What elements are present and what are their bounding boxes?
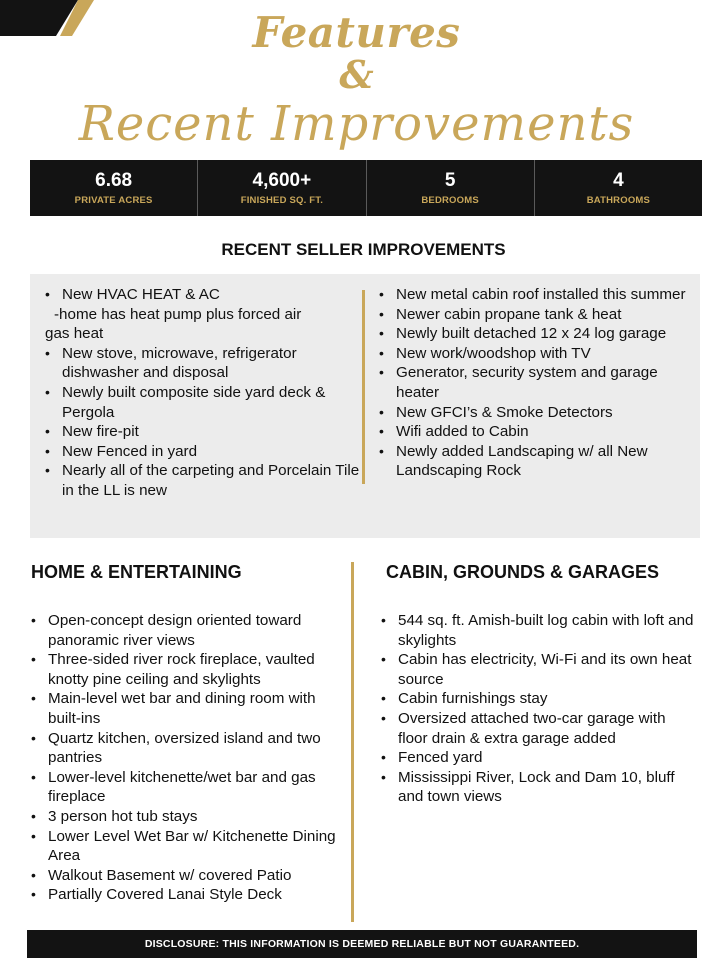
list-item: • Cabin has electricity, Wi-Fi and its own heat source [381,650,696,689]
list-item: • New work/woodshop with TV [379,344,689,364]
list-item [45,285,360,344]
list-item: • Newly built detached 12 x 24 log garage [379,324,689,344]
list-item: • Newer cabin propane tank & heat [379,305,689,325]
property-stats-bar [30,160,702,216]
stat-sqft [198,160,366,216]
list-item: • Oversized attached two-car garage with floor drain & extra garage added [381,709,696,748]
title-recent-improvements: Recent Improvements [78,96,635,152]
list-item: • Cabin furnishings stay [381,689,696,709]
stat-bedrooms [367,160,535,216]
stat-acres [30,160,198,216]
list-item: • Mississippi River, Lock and Dam 10, bluff and town views [381,768,696,807]
page-title [0,0,713,160]
list-item: • Partially Covered Lanai Style Deck [31,885,346,905]
list-item: • Wifi added to Cabin [379,422,689,442]
list-item: • New metal cabin roof installed this summer [379,285,689,305]
title-ampersand: & [339,52,374,97]
home-entertaining-heading: HOME & ENTERTAINING [31,562,242,582]
title-features: Features [252,8,461,57]
list-item: • Walkout Basement w/ covered Patio [31,866,346,886]
improvements-right-list [379,285,689,481]
list-item: • New stove, microwave, refrigerator dishwasher and disposal [45,344,360,383]
improvements-left-list [45,285,360,501]
stat-label: BATHROOMS [586,194,651,206]
list-item: • New Fenced in yard [45,442,360,462]
hvac-item-title: New HVAC HEAT & AC [62,286,220,303]
list-item: • Open-concept design oriented toward panoramic river views [31,611,346,650]
stat-value: 4,600+ [252,169,312,191]
home-entertaining-list [31,611,346,905]
list-item: • Nearly all of the carpeting and Porcelain Tile in the LL is new [45,461,360,500]
list-item: • Three-sided river rock fireplace, vaulted knotty pine ceiling and skylights [31,650,346,689]
hvac-detail-line1: -home has heat pump plus forced air [54,305,302,323]
list-item: • 3 person hot tub stays [31,807,346,827]
cabin-grounds-heading: CABIN, GROUNDS & GARAGES [386,562,660,582]
stat-label: BEDROOMS [421,194,479,206]
list-item: • Lower-level kitchenette/wet bar and gas fireplace [31,768,346,807]
list-item: • New GFCI’s & Smoke Detectors [379,403,689,423]
cabin-grounds-list [381,611,696,807]
list-item: • Newly built composite side yard deck & Pergola [45,383,360,422]
stat-bathrooms [535,160,702,216]
stat-label: FINISHED SQ. FT. [240,194,324,206]
list-item: • Newly added Landscaping w/ all New Landscaping Rock [379,442,689,481]
list-item: • Generator, security system and garage heater [379,363,689,402]
list-item: • New fire-pit [45,422,360,442]
stat-value: 6.68 [95,169,133,191]
list-item: • Quartz kitchen, oversized island and two pantries [31,729,346,768]
disclosure-bar: DISCLOSURE: THIS INFORMATION IS DEEMED RELIABLE BUT NOT GUARANTEED. [27,930,697,958]
list-item: • Lower Level Wet Bar w/ Kitchenette Dining Area [31,827,346,866]
improvements-heading: RECENT SELLER IMPROVEMENTS [221,240,506,259]
columns-divider [351,562,354,922]
list-item: • 544 sq. ft. Amish-built log cabin with loft and skylights [381,611,696,650]
stat-label: PRIVATE ACRES [74,194,153,206]
hvac-detail-line2: gas heat [45,325,104,343]
hvac-item-detail [45,305,360,344]
improvements-divider [362,290,365,484]
list-item: • Main-level wet bar and dining room with built-ins [31,689,346,728]
stat-value: 4 [613,169,624,191]
list-item: • Fenced yard [381,748,696,768]
stat-value: 5 [444,169,456,191]
